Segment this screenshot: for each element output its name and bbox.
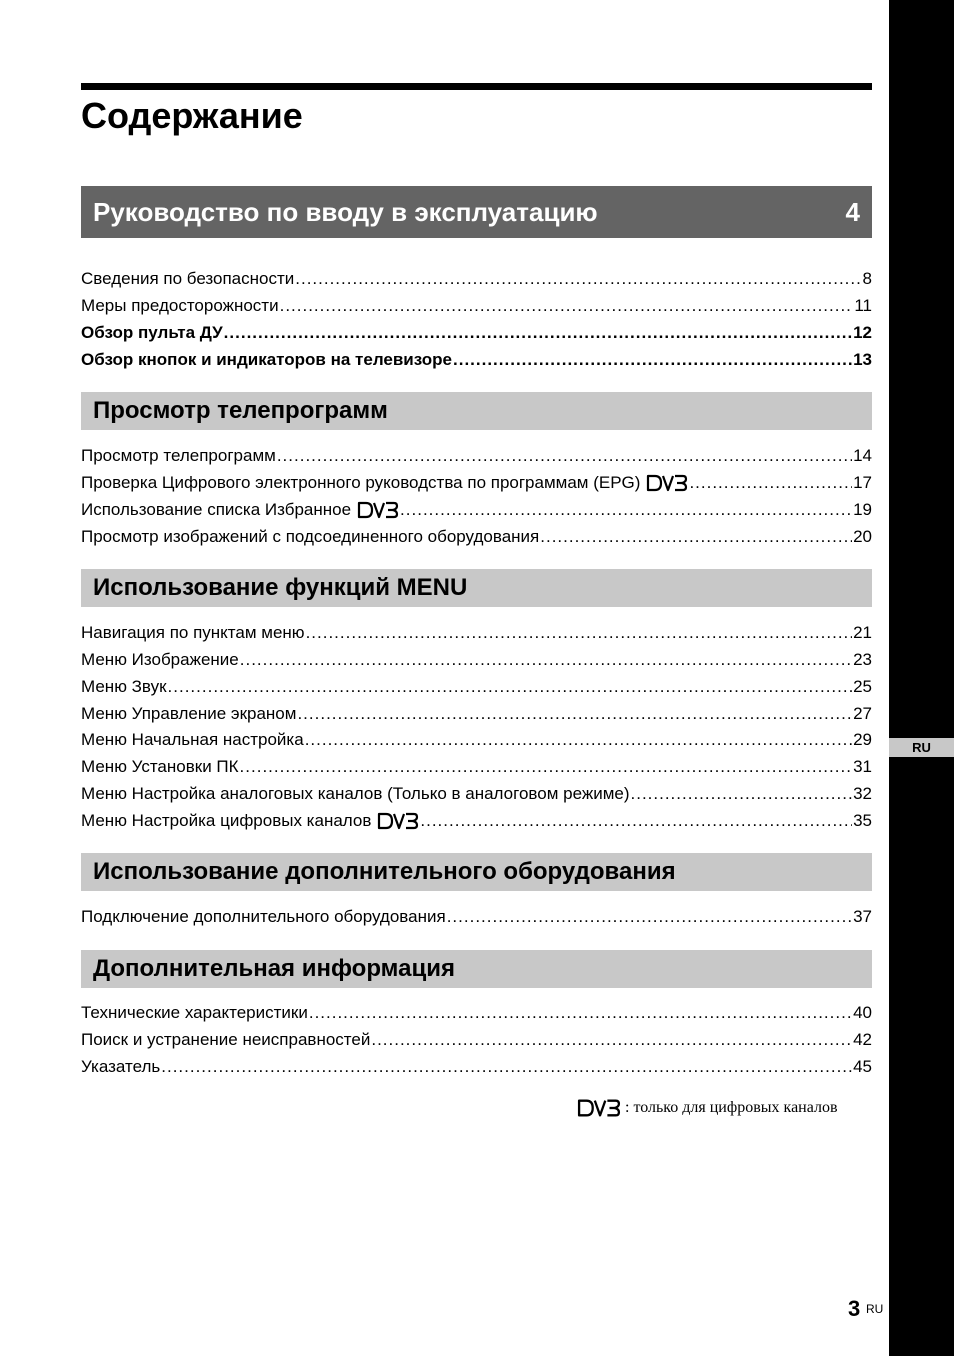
language-tab: RU <box>889 738 954 757</box>
toc-entry[interactable]: Меню Начальная настройка ..... 29 <box>81 724 872 751</box>
section-heading-text: Просмотр телепрограмм <box>93 397 388 424</box>
section-heading-text: Руководство по вводу в эксплуатацию <box>93 196 598 227</box>
section-heading-text: Использование функций MENU <box>93 574 468 601</box>
dvb-icon <box>646 474 688 492</box>
toc-entry[interactable]: Просмотр телепрограмм ..... 14 <box>81 439 872 466</box>
section-heading-equipment[interactable] <box>81 853 872 891</box>
toc-entry[interactable]: Использование списка Избранное ..... 19 <box>81 493 872 520</box>
toc-entry[interactable]: Проверка Цифрового электронного руководства по программам (EPG) ..... 17 <box>81 466 872 493</box>
toc-entry[interactable]: Сведения по безопасности ..... 8 <box>81 262 872 289</box>
toc-entry[interactable]: Меры предосторожности ..... 11 <box>81 289 872 316</box>
page-number-suffix: RU <box>866 1302 884 1316</box>
section-heading-menu[interactable] <box>81 569 872 607</box>
toc-list-info <box>81 996 872 1077</box>
toc-entry[interactable]: Поиск и устранение неисправностей ..... 42 <box>81 1023 872 1050</box>
dvb-icon <box>377 812 419 830</box>
toc-list-menu <box>81 616 872 831</box>
section-heading-text: Дополнительная информация <box>93 955 455 982</box>
toc-entry[interactable]: Меню Звук ..... 25 <box>81 670 872 697</box>
footnote-text: : только для цифровых каналов <box>625 1099 838 1116</box>
section-heading-setup[interactable] <box>81 186 872 238</box>
section-heading-watching[interactable] <box>81 392 872 430</box>
toc-entry[interactable]: Меню Настройка аналоговых каналов (Только в аналоговом режиме) ..... 32 <box>81 777 872 804</box>
toc-entry[interactable]: Меню Установки ПК ..... 31 <box>81 750 872 777</box>
toc-list-setup <box>81 262 872 370</box>
toc-entry[interactable]: Просмотр изображений с подсоединенного оборудования ..... 20 <box>81 520 872 547</box>
dvb-icon <box>577 1098 621 1118</box>
dvb-footnote <box>577 1098 838 1118</box>
toc-entry[interactable]: Указатель ..... 45 <box>81 1050 872 1077</box>
page-title: Содержание <box>81 95 303 136</box>
toc-entry[interactable]: Меню Управление экраном ..... 27 <box>81 697 872 724</box>
toc-entry[interactable]: Меню Изображение ..... 23 <box>81 643 872 670</box>
title-rule <box>81 83 872 90</box>
section-heading-text: Использование дополнительного оборудования <box>93 858 676 885</box>
page-number: 3 <box>848 1296 861 1321</box>
toc-entry[interactable]: Обзор кнопок и индикаторов на телевизоре ..... 13 <box>81 343 872 370</box>
toc-entry[interactable]: Навигация по пунктам меню ..... 21 <box>81 616 872 643</box>
side-black-bar <box>889 0 954 1356</box>
toc-list-watching <box>81 439 872 547</box>
dvb-icon <box>357 501 399 519</box>
toc-entry[interactable]: Меню Настройка цифровых каналов ..... 35 <box>81 804 872 831</box>
toc-entry[interactable]: Подключение дополнительного оборудования ..... 37 <box>81 900 872 927</box>
section-heading-page: 4 <box>845 196 860 227</box>
toc-list-equipment <box>81 900 872 927</box>
section-heading-info[interactable] <box>81 950 872 988</box>
toc-entry[interactable]: Технические характеристики ..... 40 <box>81 996 872 1023</box>
toc-entry[interactable]: Обзор пульта ДУ ..... 12 <box>81 316 872 343</box>
